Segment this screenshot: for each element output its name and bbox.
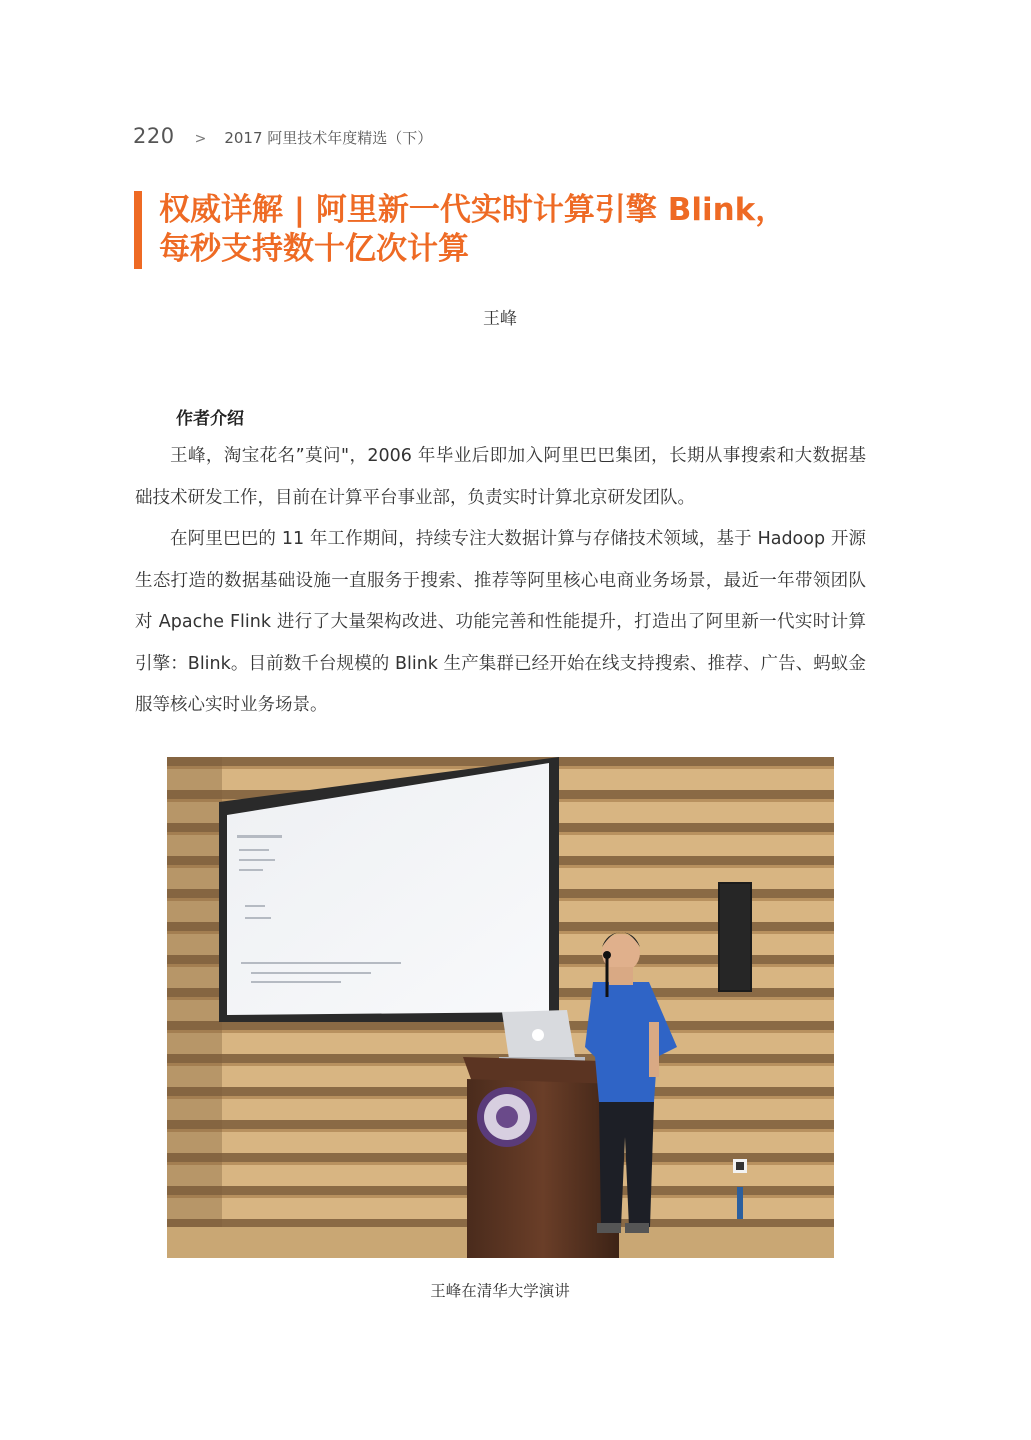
article-title-line-1: 权威详解 | 阿里新一代实时计算引擎 Blink，	[159, 192, 787, 228]
photo-caption: 王峰在清华大学演讲	[430, 1282, 570, 1300]
running-header	[133, 124, 432, 148]
book-title: 2017 阿里技术年度精选（下）	[224, 129, 433, 147]
page-number: 220	[133, 124, 175, 148]
article-body	[135, 436, 866, 727]
article-author: 王峰	[483, 309, 517, 329]
lecture-photo	[167, 757, 834, 1258]
paragraph: 在阿里巴巴的 11 年工作期间，持续专注大数据计算与存储技术领域，基于 Hadoop 开源生态打造的数据基础设施一直服务于搜索、推荐等阿里核心电商业务场景，最近一年带领团队对 Apache Flink 进行了大量架构改进、功能完善和性能提升，打造出了阿里新一代实时计算引擎：Blink。目前数千台规模的 Blink 生产集群已经开始在线支持搜索、推荐、广告、蚂蚁金服等核心实时业务场景。	[135, 529, 866, 715]
article-title-line-2: 每秒支持数十亿次计算	[159, 231, 469, 267]
paragraph: 王峰，淘宝花名”莫问"，2006 年毕业后即加入阿里巴巴集团，长期从事搜索和大数据基础技术研发工作，目前在计算平台事业部，负责实时计算北京研发团队。	[135, 446, 866, 508]
header-separator: >	[194, 131, 207, 147]
article-title	[134, 191, 899, 269]
section-heading: 作者介绍	[176, 409, 244, 429]
lecture-photo-illustration	[167, 757, 834, 1258]
